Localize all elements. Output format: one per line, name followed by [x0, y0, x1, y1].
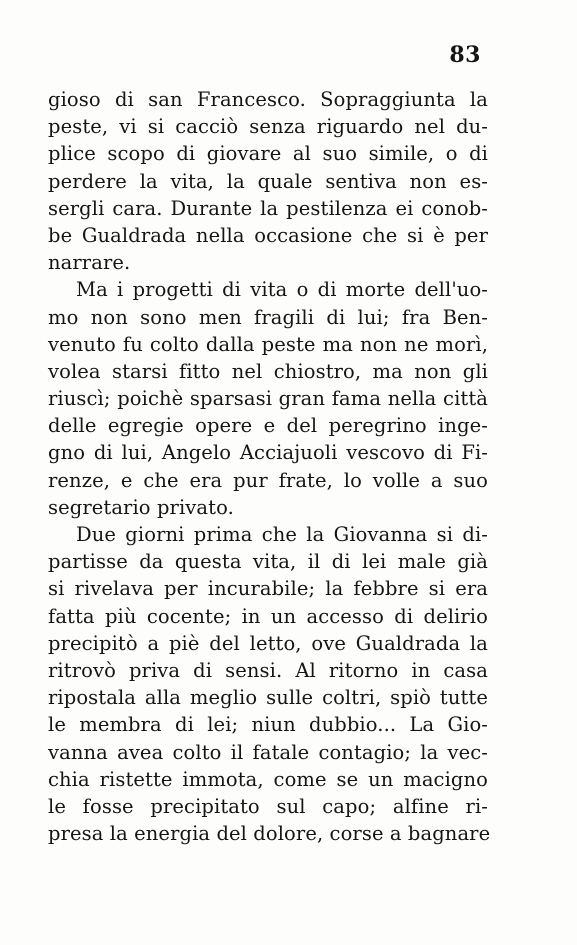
body-text: [48, 86, 491, 847]
text-line: venuto fu colto dalla peste ma non ne morì,: [48, 332, 488, 356]
text-line: sergli cara. Durante la pestilenza ei conob-: [48, 196, 488, 220]
text-line: vanna avea colto il fatale contagio; la vec-: [48, 740, 488, 764]
text-line: gno di lui, Angelo Acciajuoli vescovo di Fi-: [48, 441, 488, 465]
text-line: le fosse precipitato sul capo; alfine ri-: [48, 794, 488, 818]
page-number: 83: [449, 42, 481, 68]
text-line: plice scopo di giovare al suo simile, o di: [48, 142, 488, 166]
text-line: si rivelava per incurabile; la febbre si era: [48, 577, 488, 601]
text-line: segretario privato.: [48, 495, 234, 519]
text-line: le membra di lei; niun dubbio... La Gio-: [48, 713, 488, 737]
text-line: mo non sono men fragili di lui; fra Ben-: [48, 305, 488, 329]
text-line: ritrovò priva di sensi. Al ritorno in casa: [48, 658, 488, 682]
text-line: peste, vi si cacciò senza riguardo nel du-: [48, 115, 488, 139]
paragraph: [48, 86, 488, 276]
text-line: volea starsi fitto nel chiostro, ma non gli: [48, 359, 488, 383]
text-line: riuscì; poichè sparsasi gran fama nella città: [48, 387, 488, 411]
text-line: gioso di san Francesco. Sopraggiunta la: [48, 88, 488, 111]
text-line: Ma i progetti di vita o di morte dell'uo-: [76, 278, 488, 302]
text-line: chia ristette immota, come se un macigno: [48, 767, 488, 791]
text-line: ripostala alla meglio sulle coltri, spiò tutte: [48, 686, 488, 710]
text-line: fatta più cocente; in un accesso di delirio: [48, 604, 488, 628]
text-line: partisse da questa vita, il di lei male già: [48, 550, 488, 574]
text-line: narrare.: [48, 251, 131, 275]
text-line: be Gualdrada nella occasione che si è per: [48, 223, 488, 247]
text-line: precipitò a piè del letto, ove Gualdrada la: [48, 631, 488, 655]
paragraph: [48, 276, 488, 521]
paragraph: [48, 521, 491, 847]
text-line: Due giorni prima che la Giovanna si di-: [76, 523, 488, 546]
text-line: renze, e che era pur frate, lo volle a suo: [48, 468, 488, 492]
text-line: delle egregie opere e del peregrino inge-: [48, 414, 488, 438]
text-line: perdere la vita, la quale sentiva non es-: [48, 169, 488, 193]
text-line: presa la energia del dolore, corse a bagnare: [48, 822, 491, 846]
